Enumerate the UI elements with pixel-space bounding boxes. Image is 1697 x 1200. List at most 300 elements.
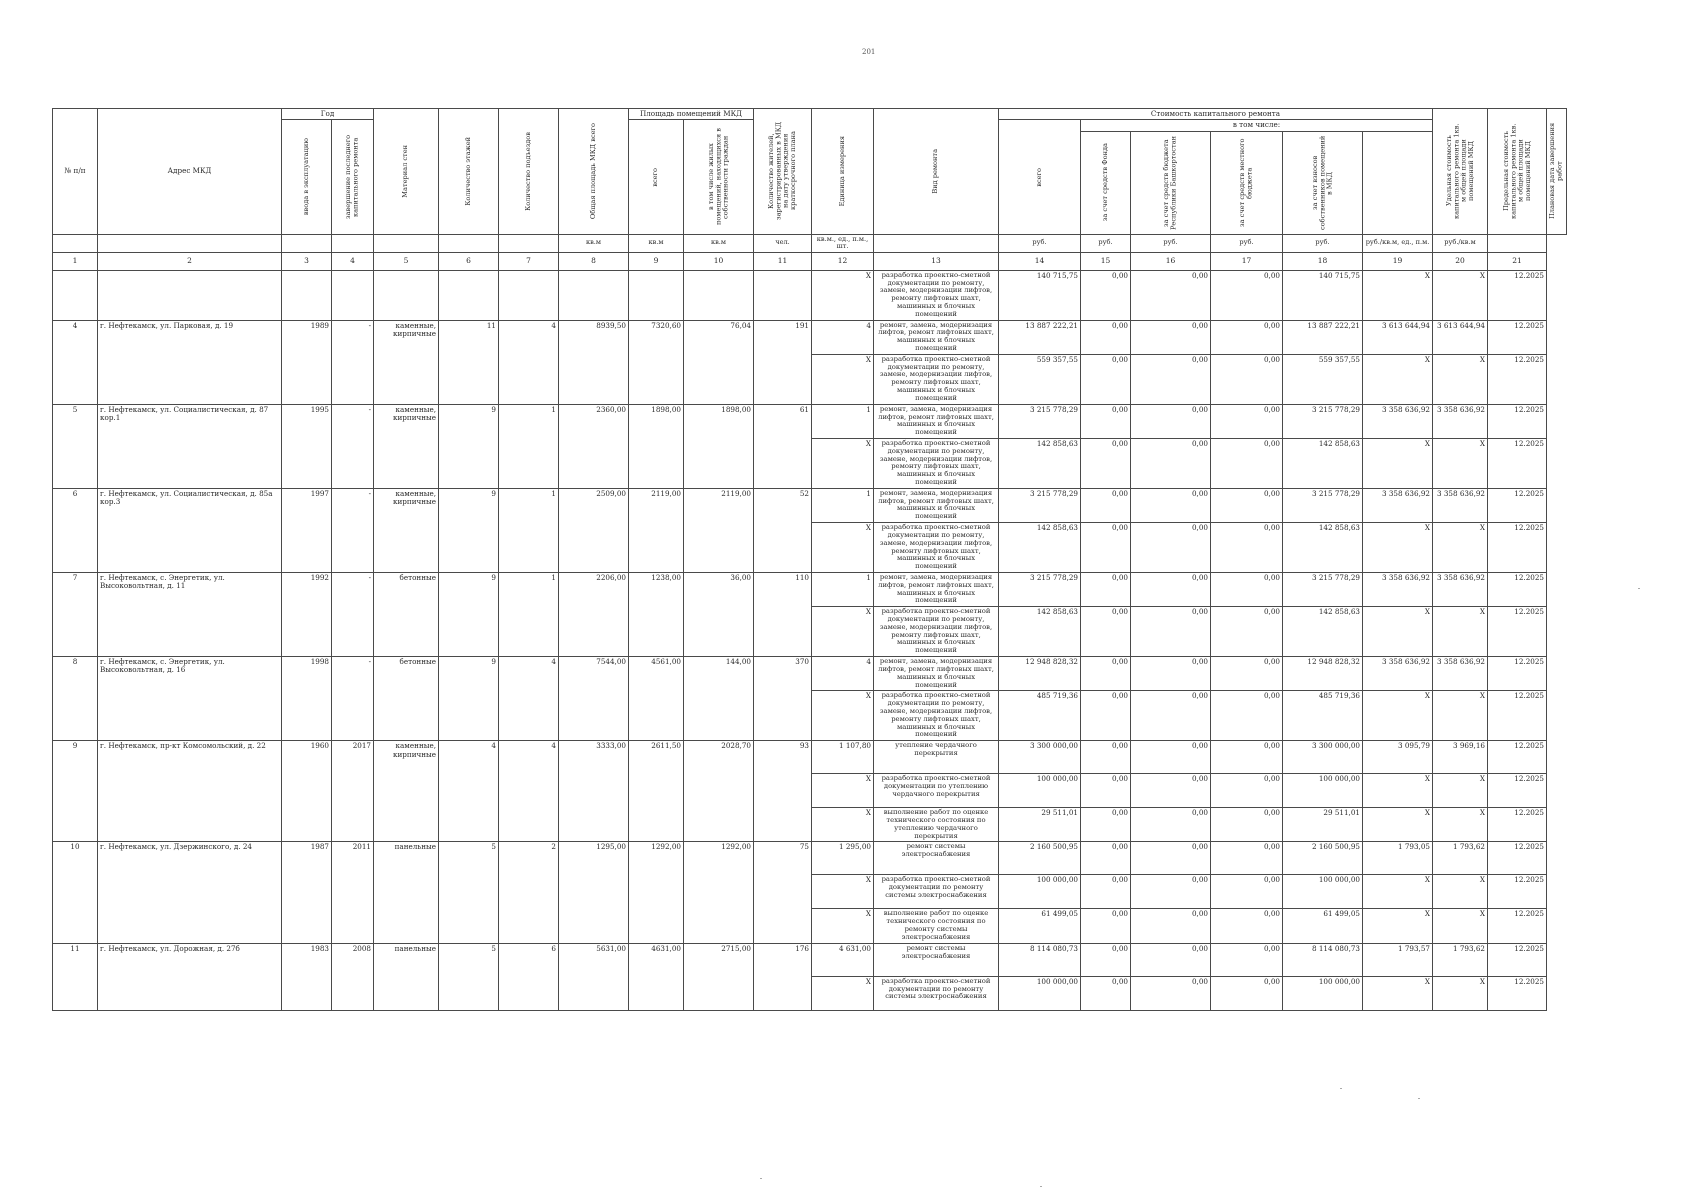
cost-total: 142 858,63: [999, 523, 1081, 573]
entrances-count: 6: [499, 943, 559, 1010]
entrances-count: 4: [499, 320, 559, 404]
cost-fund: 0,00: [1081, 875, 1131, 909]
unit-cost: 1 793,05: [1363, 842, 1433, 875]
cost-fund: 0,00: [1081, 657, 1131, 691]
row-number: 7: [53, 572, 98, 656]
planned-date: 12.2025: [1488, 842, 1547, 875]
cost-fund: 0,00: [1081, 354, 1131, 404]
cost-total: 13 887 222,21: [999, 320, 1081, 354]
cost-local: 0,00: [1211, 320, 1283, 354]
cost-owners: 61 499,05: [1283, 909, 1363, 943]
cost-total: 100 000,00: [999, 875, 1081, 909]
owned-area: 2715,00: [684, 943, 754, 1010]
entrances-count: 1: [499, 404, 559, 488]
premises-area: 1292,00: [629, 842, 684, 943]
residents-count: 52: [754, 488, 812, 572]
row-number: 8: [53, 657, 98, 741]
unit-cell: [499, 234, 559, 252]
cost-fund: 0,00: [1081, 943, 1131, 976]
work-unit: X: [812, 438, 874, 488]
cost-total: 3 215 778,29: [999, 488, 1081, 522]
year-last-repair: -: [332, 657, 374, 741]
wall-material: панельные: [374, 842, 439, 943]
residents-count: 93: [754, 741, 812, 842]
cost-republic: 0,00: [1131, 438, 1211, 488]
unit-cell: [53, 234, 98, 252]
wall-material: каменные, кирпичные: [374, 741, 439, 842]
header-limit-cost: Предельная стоимость капитального ремонта 1кв. м общей площади помещений МКД: [1488, 109, 1547, 235]
cost-fund: 0,00: [1081, 404, 1131, 438]
year-last-repair: -: [332, 404, 374, 488]
cost-owners: 100 000,00: [1283, 976, 1363, 1010]
limit-cost: 1 793,62: [1433, 943, 1488, 976]
cost-total: 142 858,63: [999, 607, 1081, 657]
total-area: 7544,00: [559, 657, 629, 741]
residents-count: 110: [754, 572, 812, 656]
limit-cost: 3 613 644,94: [1433, 320, 1488, 354]
planned-date: 12.2025: [1488, 438, 1547, 488]
planned-date: 12.2025: [1488, 523, 1547, 573]
work-unit: X: [812, 976, 874, 1010]
owned-area: 2028,70: [684, 741, 754, 842]
building-address: г. Нефтекамск, ул. Дзержинского, д. 24: [98, 842, 282, 943]
header-cost-including: в том числе:: [1081, 120, 1433, 131]
cost-fund: 0,00: [1081, 438, 1131, 488]
building-address: г. Нефтекамск, ул. Парковая, д. 19: [98, 320, 282, 404]
column-number: 17: [1211, 252, 1283, 270]
planned-date: 12.2025: [1488, 572, 1547, 606]
unit-cell: [874, 234, 999, 252]
premises-area: 7320,60: [629, 320, 684, 404]
cost-owners: 485 719,36: [1283, 691, 1363, 741]
unit-cost: X: [1363, 909, 1433, 943]
unit-cell: руб./кв.м, ед., п.м.: [1363, 234, 1433, 252]
work-unit: 1 295,00: [812, 842, 874, 875]
cost-fund: 0,00: [1081, 572, 1131, 606]
unit-cell: кв.м: [684, 234, 754, 252]
year-commission: 1987: [282, 842, 332, 943]
cost-owners: 100 000,00: [1283, 875, 1363, 909]
cost-total: 61 499,05: [999, 909, 1081, 943]
total-area: [559, 270, 629, 320]
unit-cell: [439, 234, 499, 252]
cost-republic: 0,00: [1131, 488, 1211, 522]
column-number: 4: [332, 252, 374, 270]
work-unit: 1: [812, 572, 874, 606]
cost-fund: 0,00: [1081, 774, 1131, 808]
column-number: 2: [98, 252, 282, 270]
column-number: 15: [1081, 252, 1131, 270]
building-address: г. Нефтекамск, с. Энергетик, ул. Высоковольтная, д. 11: [98, 572, 282, 656]
total-area: 8939,50: [559, 320, 629, 404]
year-commission: 1960: [282, 741, 332, 842]
limit-cost: X: [1433, 691, 1488, 741]
cost-owners: 3 215 778,29: [1283, 488, 1363, 522]
planned-date: 12.2025: [1488, 691, 1547, 741]
header-cost-fund: за счет средств Фонда: [1081, 131, 1131, 234]
work-type: разработка проектно-сметной документации по ремонту системы электроснабжения: [874, 875, 999, 909]
cost-total: 2 160 500,95: [999, 842, 1081, 875]
work-type: разработка проектно-сметной документации по ремонту, замене, модернизации лифтов, ремонту лифтовых шахт, машинных и блочных помещений: [874, 270, 999, 320]
column-number: 1: [53, 252, 98, 270]
wall-material: каменные, кирпичные: [374, 320, 439, 404]
cost-owners: 142 858,63: [1283, 523, 1363, 573]
cost-local: 0,00: [1211, 741, 1283, 774]
cost-total: 3 300 000,00: [999, 741, 1081, 774]
total-area: 1295,00: [559, 842, 629, 943]
premises-area: 2611,50: [629, 741, 684, 842]
cost-owners: 12 948 828,32: [1283, 657, 1363, 691]
planned-date: 12.2025: [1488, 976, 1547, 1010]
cost-fund: 0,00: [1081, 808, 1131, 842]
residents-count: 191: [754, 320, 812, 404]
limit-cost: 3 358 636,92: [1433, 572, 1488, 606]
planned-date: 12.2025: [1488, 774, 1547, 808]
owned-area: 2119,00: [684, 488, 754, 572]
cost-total: 100 000,00: [999, 774, 1081, 808]
row-number: 6: [53, 488, 98, 572]
residents-count: 75: [754, 842, 812, 943]
work-unit: X: [812, 354, 874, 404]
column-number: 8: [559, 252, 629, 270]
residents-count: [754, 270, 812, 320]
cost-owners: 142 858,63: [1283, 607, 1363, 657]
header-cost-republic: за счет средств бюджета Республики Башкортостан: [1131, 131, 1211, 234]
limit-cost: X: [1433, 270, 1488, 320]
cost-total: 29 511,01: [999, 808, 1081, 842]
cost-total: 3 215 778,29: [999, 572, 1081, 606]
row-number: 11: [53, 943, 98, 1010]
limit-cost: 3 358 636,92: [1433, 488, 1488, 522]
table-row: [53, 943, 1567, 976]
cost-owners: 559 357,55: [1283, 354, 1363, 404]
work-type: выполнение работ по оценке технического состояния по утеплению чердачного перекрытия: [874, 808, 999, 842]
page-number: 201: [862, 48, 876, 56]
header-cost-owners: за счет взносов собственников помещений в МКД: [1283, 131, 1363, 234]
unit-cost: X: [1363, 774, 1433, 808]
cost-owners: 8 114 080,73: [1283, 943, 1363, 976]
year-commission: 1995: [282, 404, 332, 488]
header-address: Адрес МКД: [98, 109, 282, 235]
year-last-repair: -: [332, 320, 374, 404]
year-last-repair: 2017: [332, 741, 374, 842]
building-address: [98, 270, 282, 320]
work-type: разработка проектно-сметной документации по ремонту, замене, модернизации лифтов, ремонту лифтовых шахт, машинных и блочных помещений: [874, 523, 999, 573]
work-unit: X: [812, 270, 874, 320]
row-number: 10: [53, 842, 98, 943]
floors-count: 5: [439, 842, 499, 943]
cost-total: 140 715,75: [999, 270, 1081, 320]
cost-owners: 142 858,63: [1283, 438, 1363, 488]
unit-cell: кв.м., ед., п.м., шт.: [812, 234, 874, 252]
wall-material: панельные: [374, 943, 439, 1010]
year-last-repair: 2011: [332, 842, 374, 943]
building-address: г. Нефтекамск, ул. Дорожная, д. 27б: [98, 943, 282, 1010]
owned-area: 36,00: [684, 572, 754, 656]
wall-material: бетонные: [374, 657, 439, 741]
cost-fund: 0,00: [1081, 691, 1131, 741]
unit-cost: 3 358 636,92: [1363, 572, 1433, 606]
work-unit: X: [812, 691, 874, 741]
owned-area: 76,04: [684, 320, 754, 404]
work-type: разработка проектно-сметной документации по ремонту, замене, модернизации лифтов, ремонту лифтовых шахт, машинных и блочных помещений: [874, 354, 999, 404]
header-planned-date: Плановая дата завершения работ: [1547, 109, 1567, 235]
header-numbers-row: [53, 252, 1567, 270]
header-wall-material: Материал стен: [374, 109, 439, 235]
unit-cost: X: [1363, 875, 1433, 909]
owned-area: 144,00: [684, 657, 754, 741]
floors-count: 9: [439, 657, 499, 741]
column-number: 3: [282, 252, 332, 270]
cost-total: 142 858,63: [999, 438, 1081, 488]
unit-cost: X: [1363, 523, 1433, 573]
cost-republic: 0,00: [1131, 404, 1211, 438]
work-unit: X: [812, 909, 874, 943]
cost-fund: 0,00: [1081, 523, 1131, 573]
limit-cost: X: [1433, 909, 1488, 943]
cost-local: 0,00: [1211, 909, 1283, 943]
column-number: 5: [374, 252, 439, 270]
header-unit: Единица измерения: [812, 109, 874, 235]
unit-cell: [98, 234, 282, 252]
limit-cost: 3 969,16: [1433, 741, 1488, 774]
work-unit: X: [812, 607, 874, 657]
entrances-count: [499, 270, 559, 320]
unit-cell: [374, 234, 439, 252]
row-number: 5: [53, 404, 98, 488]
cost-fund: 0,00: [1081, 976, 1131, 1010]
floors-count: 11: [439, 320, 499, 404]
work-type: ремонт, замена, модернизация лифтов, ремонт лифтовых шахт, машинных и блочных помещений: [874, 404, 999, 438]
unit-cost: 1 793,57: [1363, 943, 1433, 976]
cost-fund: 0,00: [1081, 607, 1131, 657]
total-area: 2206,00: [559, 572, 629, 656]
cost-owners: 2 160 500,95: [1283, 842, 1363, 875]
year-last-repair: -: [332, 572, 374, 656]
floors-count: 9: [439, 488, 499, 572]
limit-cost: X: [1433, 774, 1488, 808]
unit-cost: X: [1363, 691, 1433, 741]
floors-count: 9: [439, 404, 499, 488]
limit-cost: X: [1433, 354, 1488, 404]
cost-fund: 0,00: [1081, 320, 1131, 354]
cost-total: 559 357,55: [999, 354, 1081, 404]
planned-date: 12.2025: [1488, 657, 1547, 691]
cost-republic: 0,00: [1131, 354, 1211, 404]
column-number: 13: [874, 252, 999, 270]
planned-date: 12.2025: [1488, 270, 1547, 320]
year-commission: [282, 270, 332, 320]
cost-fund: 0,00: [1081, 270, 1131, 320]
cost-owners: 140 715,75: [1283, 270, 1363, 320]
cost-total: 3 215 778,29: [999, 404, 1081, 438]
building-address: г. Нефтекамск, с. Энергетик, ул. Высоковольтная, д. 16: [98, 657, 282, 741]
unit-cell: руб.: [1081, 234, 1131, 252]
planned-date: 12.2025: [1488, 488, 1547, 522]
cost-republic: 0,00: [1131, 607, 1211, 657]
limit-cost: 3 358 636,92: [1433, 657, 1488, 691]
header-residents: Количество жителей, зарегистрированных в МКД на дату утверждения краткосрочного плана: [754, 109, 812, 235]
work-type: ремонт, замена, модернизация лифтов, ремонт лифтовых шахт, машинных и блочных помещений: [874, 320, 999, 354]
work-unit: 4: [812, 320, 874, 354]
planned-date: 12.2025: [1488, 404, 1547, 438]
limit-cost: X: [1433, 875, 1488, 909]
column-number: 9: [629, 252, 684, 270]
cost-republic: 0,00: [1131, 842, 1211, 875]
unit-cell: руб.: [999, 234, 1081, 252]
table-body: [53, 270, 1567, 1010]
limit-cost: X: [1433, 438, 1488, 488]
cost-local: 0,00: [1211, 572, 1283, 606]
unit-cost: X: [1363, 607, 1433, 657]
unit-cost: X: [1363, 808, 1433, 842]
unit-cost: 3 095,79: [1363, 741, 1433, 774]
premises-area: 2119,00: [629, 488, 684, 572]
work-type: утепление чердачного перекрытия: [874, 741, 999, 774]
cost-owners: 3 215 778,29: [1283, 404, 1363, 438]
cost-republic: 0,00: [1131, 691, 1211, 741]
building-address: г. Нефтекамск, ул. Социалистическая, д. 87 кор.1: [98, 404, 282, 488]
header-no: № п/п: [53, 109, 98, 235]
header-area-total: всего: [629, 120, 684, 234]
limit-cost: X: [1433, 523, 1488, 573]
owned-area: 1292,00: [684, 842, 754, 943]
work-type: ремонт системы электроснабжения: [874, 943, 999, 976]
premises-area: 4631,00: [629, 943, 684, 1010]
cost-fund: 0,00: [1081, 741, 1131, 774]
cost-owners: 13 887 222,21: [1283, 320, 1363, 354]
column-number: 6: [439, 252, 499, 270]
cost-owners: 29 511,01: [1283, 808, 1363, 842]
year-commission: 1989: [282, 320, 332, 404]
entrances-count: 4: [499, 657, 559, 741]
owned-area: 1898,00: [684, 404, 754, 488]
planned-date: 12.2025: [1488, 320, 1547, 354]
work-unit: 4: [812, 657, 874, 691]
unit-cell: [282, 234, 332, 252]
cost-local: 0,00: [1211, 270, 1283, 320]
year-commission: 1997: [282, 488, 332, 572]
entrances-count: 2: [499, 842, 559, 943]
limit-cost: X: [1433, 808, 1488, 842]
header-entrances: Количество подъездов: [499, 109, 559, 235]
header-unit-cost: Удельная стоимость капитального ремонта 1кв. м общей площади помещений МКД: [1433, 109, 1488, 235]
cost-local: 0,00: [1211, 943, 1283, 976]
table-row: [53, 842, 1567, 875]
entrances-count: 4: [499, 741, 559, 842]
work-type: ремонт, замена, модернизация лифтов, ремонт лифтовых шахт, машинных и блочных помещений: [874, 657, 999, 691]
limit-cost: 3 358 636,92: [1433, 404, 1488, 438]
row-number: 9: [53, 741, 98, 842]
unit-cost: 3 358 636,92: [1363, 404, 1433, 438]
work-unit: X: [812, 523, 874, 573]
work-type: разработка проектно-сметной документации по утеплению чердачного перекрытия: [874, 774, 999, 808]
work-type: ремонт системы электроснабжения: [874, 842, 999, 875]
unit-cost: 3 358 636,92: [1363, 488, 1433, 522]
floors-count: [439, 270, 499, 320]
cost-local: 0,00: [1211, 774, 1283, 808]
wall-material: каменные, кирпичные: [374, 488, 439, 572]
limit-cost: 1 793,62: [1433, 842, 1488, 875]
unit-cell: кв.м: [559, 234, 629, 252]
header-floors: Количество этажей: [439, 109, 499, 235]
unit-cell: руб.: [1283, 234, 1363, 252]
cost-republic: 0,00: [1131, 270, 1211, 320]
table-row: [53, 404, 1567, 438]
premises-area: 4561,00: [629, 657, 684, 741]
cost-republic: 0,00: [1131, 909, 1211, 943]
header-cost-local: за счет средств местного бюджета: [1211, 131, 1283, 234]
table-row: [53, 488, 1567, 522]
header-cost-group: Стоимость капитального ремонта: [999, 109, 1433, 120]
header-cost-total: всего: [999, 120, 1081, 234]
year-last-repair: -: [332, 488, 374, 572]
cost-owners: 100 000,00: [1283, 774, 1363, 808]
year-last-repair: 2008: [332, 943, 374, 1010]
column-number: 12: [812, 252, 874, 270]
header-total-area: Общая площадь МКД всего: [559, 109, 629, 235]
cost-owners: 3 300 000,00: [1283, 741, 1363, 774]
table-row: [53, 572, 1567, 606]
column-number: 16: [1131, 252, 1211, 270]
column-number: 18: [1283, 252, 1363, 270]
planned-date: 12.2025: [1488, 354, 1547, 404]
work-type: разработка проектно-сметной документации по ремонту, замене, модернизации лифтов, ремонту лифтовых шахт, машинных и блочных помещений: [874, 607, 999, 657]
cost-local: 0,00: [1211, 404, 1283, 438]
total-area: 5631,00: [559, 943, 629, 1010]
header-area-owned: в том числе жилых помещений, находящихся в собственности граждан: [684, 120, 754, 234]
cost-local: 0,00: [1211, 657, 1283, 691]
work-unit: 1: [812, 488, 874, 522]
column-number: 14: [999, 252, 1081, 270]
header-units-row: [53, 234, 1567, 252]
unit-cell: руб./кв.м: [1433, 234, 1488, 252]
entrances-count: 1: [499, 488, 559, 572]
planned-date: 12.2025: [1488, 607, 1547, 657]
total-area: 2360,00: [559, 404, 629, 488]
planned-date: 12.2025: [1488, 808, 1547, 842]
planned-date: 12.2025: [1488, 875, 1547, 909]
unit-cost: X: [1363, 438, 1433, 488]
cost-republic: 0,00: [1131, 943, 1211, 976]
building-address: г. Нефтекамск, пр-кт Комсомольский, д. 22: [98, 741, 282, 842]
cost-republic: 0,00: [1131, 774, 1211, 808]
capital-repair-table: [52, 108, 1567, 1011]
cost-total: 12 948 828,32: [999, 657, 1081, 691]
unit-cell: чел.: [754, 234, 812, 252]
column-number: 21: [1488, 252, 1547, 270]
work-unit: 1 107,80: [812, 741, 874, 774]
cost-fund: 0,00: [1081, 488, 1131, 522]
row-number: [53, 270, 98, 320]
unit-cost: X: [1363, 270, 1433, 320]
floors-count: 5: [439, 943, 499, 1010]
work-type: разработка проектно-сметной документации по ремонту системы электроснабжения: [874, 976, 999, 1010]
premises-area: 1238,00: [629, 572, 684, 656]
unit-cell: руб.: [1211, 234, 1283, 252]
cost-local: 0,00: [1211, 523, 1283, 573]
table-row: [53, 741, 1567, 774]
planned-date: 12.2025: [1488, 909, 1547, 943]
wall-material: каменные, кирпичные: [374, 404, 439, 488]
cost-local: 0,00: [1211, 808, 1283, 842]
cost-owners: 3 215 778,29: [1283, 572, 1363, 606]
header-year-commission: ввода в эксплуатацию: [282, 120, 332, 234]
unit-cell: руб.: [1131, 234, 1211, 252]
cost-local: 0,00: [1211, 691, 1283, 741]
building-address: г. Нефтекамск, ул. Социалистическая, д. 85а кор.3: [98, 488, 282, 572]
wall-material: [374, 270, 439, 320]
